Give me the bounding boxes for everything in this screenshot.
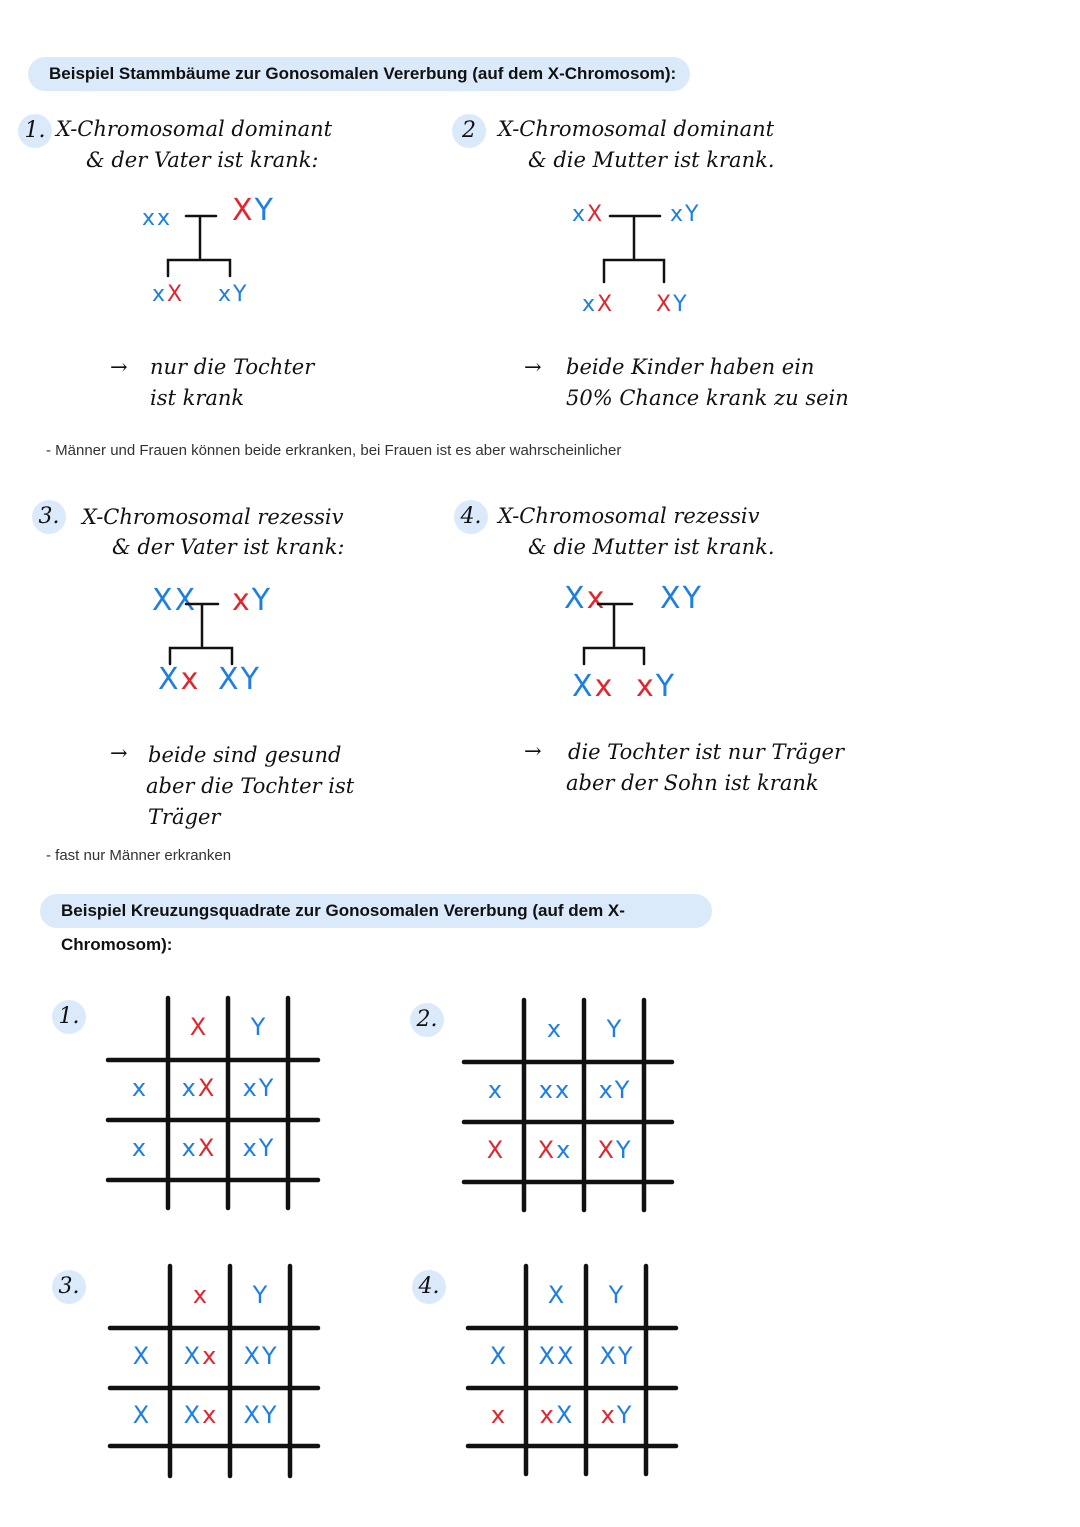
allele-x-red: x [490,1401,506,1429]
allele-y-blue: Y [250,1013,266,1041]
allele-x-blue: X [183,1401,201,1429]
allele-x-red: X [232,193,253,228]
allele-x-blue: X [557,1342,574,1370]
allele-y-blue: Y [233,282,247,307]
allele-x-blue: X [132,1401,150,1429]
pedigree-title-line2: & der Vater ist krank: [86,148,319,172]
pedigree-title-line2: & die Mutter ist krank. [528,535,775,559]
pedigree-title-line1: X-Chromosomal rezessiv [498,504,760,528]
allele-x-blue: X [489,1342,507,1370]
allele-x-blue: x [555,1076,570,1104]
allele-y-blue: Y [254,193,273,228]
allele-x-blue: X [547,1281,565,1309]
row-gamete [468,1342,528,1370]
allele-x-blue: x [181,1134,196,1162]
allele-x-blue: X [599,1342,616,1370]
offspring-genotype [526,1342,586,1370]
allele-x-blue: x [242,1134,257,1162]
pedigree-number: 2 [452,114,486,148]
conclusion-line1: die Tochter ist nur Träger [568,740,844,764]
pedigree-number: 3. [32,500,66,534]
allele-x-blue: X [152,583,173,618]
allele-x-blue: x [242,1074,257,1102]
allele-x-blue: X [243,1342,260,1370]
allele-y-blue: Y [673,292,687,317]
conclusion-arrow: → [110,741,128,765]
allele-y-blue: Y [655,669,675,704]
allele-x-blue: X [132,1342,150,1370]
allele-x-red: X [197,1134,215,1162]
pedigree-title-line2: & die Mutter ist krank. [528,148,775,172]
allele-x-blue: x [181,1074,196,1102]
conclusion-arrow: → [524,355,542,379]
conclusion-line1: nur die Tochter [150,355,315,379]
pedigree-title-line1: X-Chromosomal dominant [56,117,333,141]
allele-x-blue: X [572,669,593,704]
pedigree-title-line2: & der Vater ist krank: [112,535,345,559]
allele-x-blue: X [174,583,196,618]
conclusion-line1: beide sind gesund [148,743,342,767]
allele-x-blue: x [142,206,156,231]
allele-x-blue: x [546,1015,562,1043]
allele-y-blue: Y [252,1281,268,1309]
allele-y-blue: Y [606,1015,622,1043]
allele-y-blue: Y [682,581,701,616]
allele-x-red: x [636,669,654,704]
conclusion-line3: Träger [148,805,221,829]
allele-x-red: X [537,1136,555,1164]
allele-x-blue: X [555,1401,573,1429]
allele-x-red: x [180,662,199,697]
offspring-genotype [586,1342,646,1370]
allele-y-blue: Y [616,1401,632,1429]
allele-x-blue: x [131,1134,147,1162]
allele-y-blue: Y [240,662,259,697]
allele-y-blue: Y [261,1342,277,1370]
pedigree-number: 4. [454,500,488,534]
allele-x-blue: x [670,202,684,227]
conclusion-arrow: → [110,355,128,379]
allele-y-blue: Y [258,1074,274,1102]
allele-x-blue: X [218,662,239,697]
allele-y-blue: Y [258,1134,274,1162]
note-recessive: - fast nur Männer erkranken [46,847,232,864]
row-gamete [468,1401,528,1429]
conclusion-line2: ist krank [150,386,245,410]
allele-x-blue: x [538,1076,553,1104]
allele-x-red: x [202,1401,217,1429]
offspring-genotype [586,1401,646,1429]
allele-x-blue: x [556,1136,571,1164]
conclusion-line2: aber der Sohn ist krank [566,771,819,795]
allele-x-red: X [197,1074,215,1102]
conclusion-line1: beide Kinder haben ein [566,355,815,379]
conclusion-line2: 50% Chance krank zu sein [566,386,849,410]
pedigree-title-line1: X-Chromosomal rezessiv [82,505,344,529]
allele-x-red: X [486,1136,504,1164]
allele-y-blue: Y [617,1342,633,1370]
allele-x-red: x [600,1401,615,1429]
allele-x-blue: X [564,581,585,616]
allele-x-blue: x [157,206,171,231]
allele-x-blue: X [158,662,179,697]
allele-y-blue: Y [608,1281,624,1309]
pedigree-title-line1: X-Chromosomal dominant [498,117,775,141]
conclusion-line2: aber die Tochter ist [146,774,355,798]
note-dominant: - Männer und Frauen können beide erkranken, bei Frauen ist es aber wahrscheinlicher [46,442,622,459]
allele-x-blue: X [183,1342,201,1370]
allele-x-red: X [189,1013,207,1041]
header-gamete [586,1281,646,1309]
allele-x-red: X [597,292,613,317]
square-number-2: 2. [410,1003,444,1037]
conclusion-arrow: → [524,739,542,763]
allele-x-red: x [539,1401,554,1429]
offspring-genotype [526,1401,586,1429]
square-number-3: 3. [52,1270,86,1304]
allele-x-red: x [202,1342,217,1370]
allele-x-red: X [587,202,603,227]
allele-y-blue: Y [251,583,271,618]
allele-x-blue: x [582,292,596,317]
allele-x-red: x [232,583,250,618]
allele-x-blue: X [538,1342,555,1370]
allele-y-blue: Y [685,202,699,227]
allele-y-blue: Y [615,1136,631,1164]
allele-x-blue: X [660,581,681,616]
allele-y-blue: Y [614,1076,630,1104]
square-number-1: 1. [52,1000,86,1034]
allele-x-red: X [597,1136,614,1164]
allele-y-blue: Y [261,1401,277,1429]
allele-x-red: X [167,282,183,307]
allele-x-blue: x [131,1074,147,1102]
allele-x-blue: x [598,1076,613,1104]
section-heading-pedigrees: Beispiel Stammbäume zur Gonosomalen Vererbung (auf dem X-Chromosom): [28,57,690,91]
header-gamete [526,1281,586,1309]
allele-x-red: X [656,292,672,317]
section-heading-punnett: Beispiel Kreuzungsquadrate zur Gonosomalen Vererbung (auf dem X-Chromosom): [40,894,712,928]
allele-x-blue: x [152,282,166,307]
allele-x-blue: x [572,202,586,227]
allele-x-blue: x [218,282,232,307]
allele-x-blue: X [243,1401,260,1429]
pedigree-number: 1. [18,114,52,148]
allele-x-blue: x [487,1076,503,1104]
allele-x-red: x [594,669,613,704]
square-number-4: 4. [412,1270,446,1304]
allele-x-red: x [586,581,605,616]
allele-x-red: x [192,1281,208,1309]
